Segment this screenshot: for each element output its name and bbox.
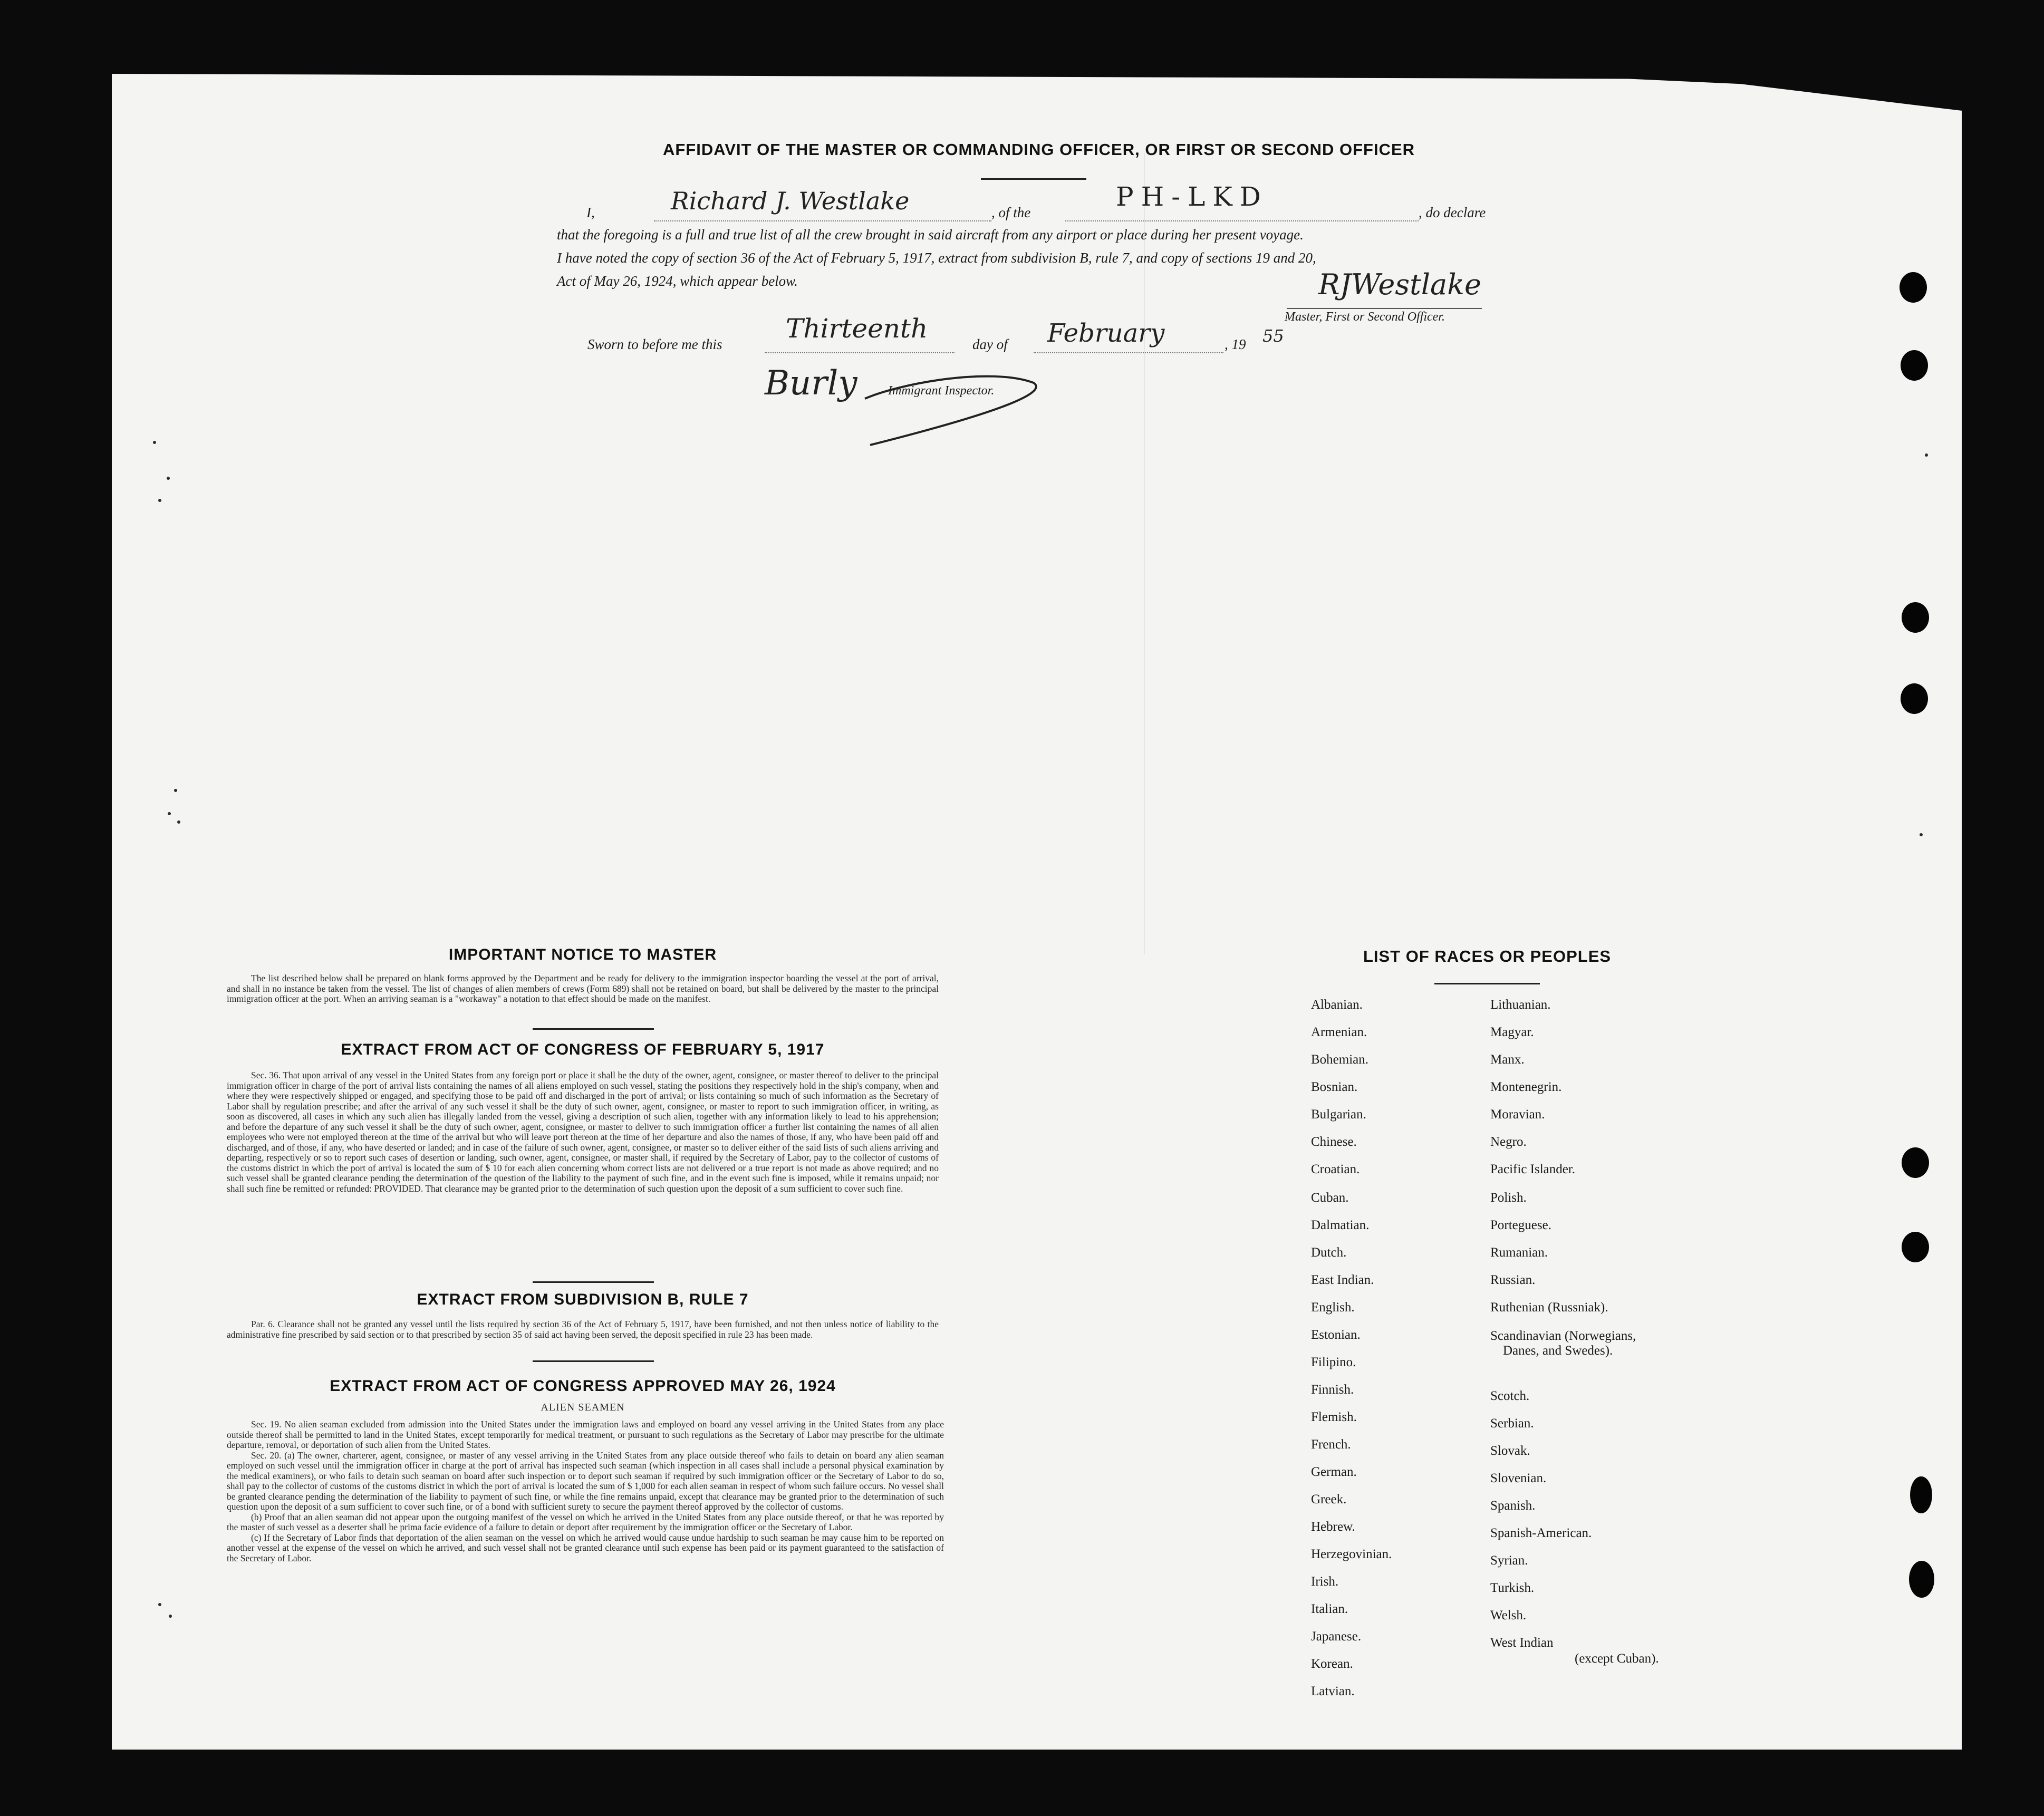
sworn-day-handwriting: Thirteenth	[786, 313, 928, 344]
extract-1917-rule	[533, 1281, 654, 1283]
races-title: LIST OF RACES OR PEOPLES	[1363, 947, 1612, 965]
notice-text	[227, 973, 939, 1004]
extract-1917-title: EXTRACT FROM ACT OF CONGRESS OF FEBRUARY 5, 1917	[341, 1041, 825, 1058]
name-blank	[654, 220, 991, 221]
race-item: Slovak.	[1490, 1444, 1530, 1458]
extract-1924-paragraph: (b) Proof that an alien seaman did not appear upon the outgoing manifest of the vessel on which he arrived in the United States from any place outside thereof, or that he was reported by the master of such vessel as a deserter shall be prima facie evidence of a failure to detain or deport after requirement by the immigration officer or the Secretary of Labor.	[227, 1511, 944, 1532]
extract-1917-text	[227, 1070, 939, 1194]
race-item: Irish.	[1311, 1574, 1339, 1589]
race-item: Flemish.	[1311, 1410, 1357, 1424]
extract-1924-paragraph: (c) If the Secretary of Labor finds that deportation of the alien seaman on the vessel on which he arrived would cause undue hardship to such seaman he may cause him to be reported on another vessel at the expense of the vessel on which he arrived, and such vessel shall not be granted clearance until such expense has been paid or its payment guaranteed to the satisfaction of the Secretary of Labor.	[227, 1532, 944, 1563]
race-item: Serbian.	[1490, 1416, 1534, 1431]
affidavit-i: I,	[586, 205, 595, 220]
notice-title: IMPORTANT NOTICE TO MASTER	[448, 946, 717, 963]
craft-blank	[1065, 220, 1419, 221]
race-item: Russian.	[1490, 1273, 1536, 1287]
rule-7-rule	[533, 1360, 654, 1362]
speck	[158, 1603, 161, 1606]
rule-7-text	[227, 1319, 939, 1340]
race-item: Chinese.	[1311, 1135, 1357, 1149]
sworn-month-blank	[1034, 352, 1223, 353]
race-item: Dalmatian.	[1311, 1218, 1370, 1232]
race-item: Montenegrin.	[1490, 1080, 1562, 1094]
race-item: Turkish.	[1490, 1581, 1535, 1595]
race-item: Korean.	[1311, 1657, 1353, 1671]
aircraft-registration-handwriting: PH-LKD	[1116, 181, 1268, 212]
notice-rule	[533, 1028, 654, 1030]
race-item: Ruthenian (Russniak).	[1490, 1300, 1608, 1315]
race-item: Cuban.	[1311, 1191, 1349, 1205]
inspector-signature: Burly	[765, 364, 857, 403]
affidavit-line-4: Act of May 26, 1924, which appear below.	[557, 273, 798, 289]
sworn-year-handwriting: 55	[1262, 326, 1284, 346]
extract-1917-paragraph: Sec. 36. That upon arrival of any vessel in the United States from any foreign port or place it shall be the duty of the owner, agent, consignee, or master thereof to deliver to the principal immigration officer in charge of the port of arrival lists containing the names of all aliens employed on such vessel, stating the positions they respectively hold in the ship's company, when and where they were respectively shipped or engaged, and specifying those to be paid off and discharged in the port of arrival; or lists containing so much of such information as the Secretary of Labor shall by regulation prescribe; and after the arrival of any such vessel it shall be the duty of such owner, agent, consignee, or master to report to such immigration officer, in writing, as soon as discovered, all cases in which any such alien has illegally landed from the vessel, giving a description of such alien, together with any information likely to lead to his apprehension; and before the departure of any such vessel it shall be the duty of such owner, agent, consignee, or master to deliver to such immigration officer a further list containing the names of all alien employees who were not employed thereon at the time of the arrival but who will leave port thereon at the time of her departure and also the names of those, if any, who have been paid off and discharged, and of those, if any, who have deserted or landed; and in case of the failure of such owner, agent, consignee, or master so to deliver either of the said lists of such aliens arriving and departing, respectively or so to report such cases of desertion or landing, such owner, agent, consignee, or master shall, if required by the Secretary of Labor, pay to the collector of customs of the customs district in which the port of arrival is located the sum of $ 10 for each alien concerning whom correct lists are not delivered or a true report is not made as above required; and no such vessel shall be granted clearance pending the determination of the question of the liability to the payment of such fine, and in the event such fine is imposed, while it remains unpaid; nor shall such fine be remitted or refunded: PROVIDED. That clearance may be granted prior to the determination of such question upon the deposit of a sum sufficient to cover such fine.	[227, 1070, 939, 1194]
speck	[1925, 453, 1928, 457]
extract-1924-paragraph: Sec. 20. (a) The owner, charterer, agent, consignee, or master of any vessel arriving in the United States from any place outside thereof who fails to detain on board any alien seaman employed on such vessel until the immigration officer in charge at the port of arrival has inspected such seaman (which inspection in all cases shall include a personal physical examination by the medical examiners), or who fails to detain such seaman on board after such inspection or to deport such seaman if required by such immigration officer or the Secretary of Labor to do so, shall pay to the collector of customs of the customs district in which the port of arrival is located the sum of $ 1,000 for each alien seaman in respect of whom such failure occurs. No vessel shall be granted clearance pending the determination of the liability to payment of such fine, or while the fine remains unpaid, except that clearance may be granted prior to the determination of such question upon the deposit of a sum sufficient to cover such fine, or of a bond with sufficient surety to secure the payment thereof approved by the collector of customs.	[227, 1450, 944, 1512]
races-title-rule	[1434, 983, 1540, 984]
race-item: Negro.	[1490, 1135, 1527, 1149]
sworn-year-prefix: , 19	[1225, 336, 1246, 352]
speck	[168, 812, 171, 815]
affidavit-do-declare: , do declare	[1419, 205, 1486, 220]
speck	[153, 441, 156, 444]
race-item: Slovenian.	[1490, 1471, 1547, 1485]
race-item: Magyar.	[1490, 1025, 1534, 1039]
rule-7-paragraph: Par. 6. Clearance shall not be granted any vessel until the lists required by section 36 of the Act of February 5, 1917, have been furnished, and not then unless notice of liability to the administrative fine prescribed by said section or to that prescribed by section 35 of said act having been served, the deposit specified in rule 23 has been made.	[227, 1319, 939, 1340]
sworn-day-blank	[765, 352, 954, 353]
punch-hole	[1909, 1561, 1934, 1598]
extract-1924-text	[227, 1419, 944, 1563]
race-item: Welsh.	[1490, 1608, 1527, 1622]
race-item: German.	[1311, 1465, 1357, 1479]
affidavit-title-rule	[981, 178, 1086, 180]
race-item: East Indian.	[1311, 1273, 1374, 1287]
race-item: Lithuanian.	[1490, 998, 1551, 1012]
punch-hole	[1910, 1476, 1932, 1513]
master-name-handwriting: Richard J. Westlake	[671, 187, 910, 215]
speck	[177, 820, 180, 824]
race-item: Hebrew.	[1311, 1520, 1355, 1534]
race-item: Polish.	[1490, 1191, 1527, 1205]
race-item: Rumanian.	[1490, 1245, 1548, 1260]
speck	[174, 789, 177, 792]
punch-hole	[1902, 1232, 1929, 1262]
race-item: Italian.	[1311, 1602, 1348, 1616]
punch-hole	[1902, 1147, 1929, 1178]
inspector-caption: Immigrant Inspector.	[888, 384, 995, 398]
affidavit-line-2: that the foregoing is a full and true list of all the crew brought in said aircraft from any airport or place during her present voyage.	[557, 227, 1304, 243]
race-item: Bohemian.	[1311, 1052, 1369, 1067]
race-item: Finnish.	[1311, 1383, 1354, 1397]
affidavit-of-the: , of the	[991, 205, 1031, 220]
race-item: Syrian.	[1490, 1553, 1528, 1568]
extract-1924-paragraph: Sec. 19. No alien seaman excluded from admission into the United States under the immigration laws and employed on board any vessel arriving in the United States from any place outside thereof shall be permitted to land in the United States, except temporarily for medical treatment, or pursuant to such regulations as the Secretary of Labor may prescribe for the ultimate departure, removal, or deportation of such alien from the United States.	[227, 1419, 944, 1450]
race-item: Pacific Islander.	[1490, 1162, 1576, 1176]
punch-hole	[1900, 272, 1927, 303]
race-item: Spanish-American.	[1490, 1526, 1592, 1540]
officer-signature: RJWestlake	[1318, 268, 1481, 301]
punch-hole	[1902, 602, 1929, 633]
race-item: Greek.	[1311, 1492, 1347, 1506]
race-item: Armenian.	[1311, 1025, 1367, 1039]
race-item: Filipino.	[1311, 1355, 1356, 1369]
race-item: Scotch.	[1490, 1389, 1530, 1403]
race-item: Herzegovinian.	[1311, 1547, 1392, 1561]
race-item: Latvian.	[1311, 1684, 1355, 1698]
speck	[169, 1615, 172, 1618]
race-item: Bulgarian.	[1311, 1107, 1366, 1122]
race-item: French.	[1311, 1437, 1351, 1452]
race-item: English.	[1311, 1300, 1355, 1315]
race-item: West Indian	[1490, 1636, 1554, 1650]
notice-paragraph: The list described below shall be prepared on blank forms approved by the Department and be ready for delivery to the immigration inspector boarding the vessel at the port of arrival, and shall in no instance be taken from the vessel. The list of changes of alien members of crews (Form 689) shall not be retained on board, but shall be delivered by the master to the principal immigration officer at the port. When an arriving seaman is a "workaway" a notation to that effect should be made on the manifest.	[227, 973, 939, 1004]
race-item: Japanese.	[1311, 1629, 1362, 1644]
inspector-signature-flourish	[860, 362, 1044, 451]
race-item: Scandinavian (Norwegians,	[1490, 1329, 1636, 1343]
race-item: Porteguese.	[1490, 1218, 1551, 1232]
punch-hole	[1901, 350, 1928, 381]
officer-caption: Master, First or Second Officer.	[1285, 310, 1445, 324]
race-item: Croatian.	[1311, 1162, 1360, 1176]
punch-hole	[1901, 683, 1928, 714]
race-item: Bosnian.	[1311, 1080, 1358, 1094]
sworn-prefix: Sworn to before me this	[587, 336, 722, 352]
race-item: Albanian.	[1311, 998, 1363, 1012]
sworn-day-of: day of	[972, 336, 1008, 352]
speck	[158, 499, 161, 502]
race-item: Spanish.	[1490, 1499, 1536, 1513]
affidavit-line-3: I have noted the copy of section 36 of the Act of February 5, 1917, extract from subdivision B, rule 7, and copy of sections 19 and 20,	[557, 250, 1316, 266]
rule-7-title: EXTRACT FROM SUBDIVISION B, RULE 7	[417, 1291, 749, 1308]
officer-signature-line	[1287, 308, 1482, 309]
race-item: Estonian.	[1311, 1328, 1361, 1342]
fold-line	[1144, 153, 1145, 954]
sworn-month-handwriting: February	[1047, 318, 1165, 348]
extract-1924-subtitle: ALIEN SEAMEN	[541, 1402, 625, 1413]
race-item: Danes, and Swedes).	[1503, 1344, 1613, 1358]
race-item: (except Cuban).	[1575, 1651, 1659, 1666]
race-item: Manx.	[1490, 1052, 1525, 1067]
extract-1924-title: EXTRACT FROM ACT OF CONGRESS APPROVED MAY 26, 1924	[330, 1377, 836, 1395]
speck	[1920, 833, 1923, 836]
race-item: Dutch.	[1311, 1245, 1347, 1260]
speck	[167, 477, 170, 480]
race-item: Moravian.	[1490, 1107, 1545, 1122]
affidavit-title: AFFIDAVIT OF THE MASTER OR COMMANDING OFFICER, OR FIRST OR SECOND OFFICER	[662, 140, 1415, 159]
